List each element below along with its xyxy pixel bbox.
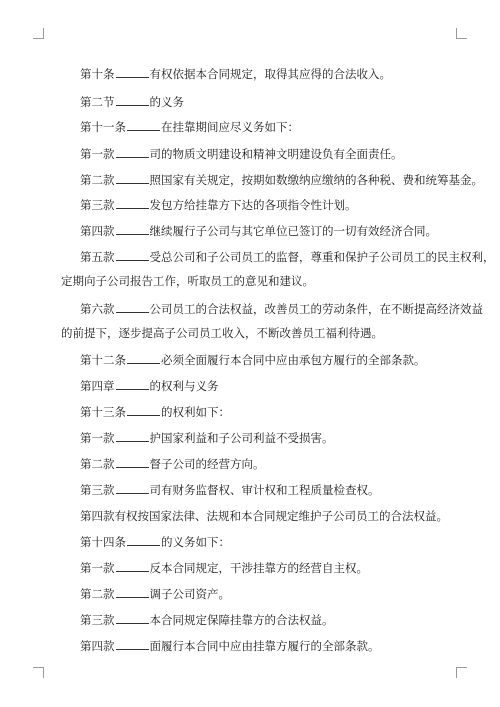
document-line bbox=[80, 509, 460, 523]
document-line bbox=[80, 431, 460, 445]
fill-in-blank bbox=[116, 431, 149, 442]
document-line bbox=[80, 613, 460, 627]
fill-in-blank bbox=[116, 250, 149, 261]
line-text: 定期向子公司报告工作，听取员工的意见和建议。 bbox=[61, 274, 314, 288]
clause-text: 有权依据本合同规定，取得其应得的合法收入。 bbox=[149, 67, 391, 81]
fill-in-blank bbox=[116, 302, 149, 313]
clause-label: 第十条 bbox=[80, 67, 115, 81]
crop-mark-top-right bbox=[456, 28, 467, 39]
fill-in-blank bbox=[116, 198, 149, 209]
fill-in-blank bbox=[116, 173, 149, 184]
fill-in-blank bbox=[116, 95, 149, 106]
fill-in-blank bbox=[127, 535, 160, 546]
document-line bbox=[80, 224, 460, 238]
fill-in-blank bbox=[116, 483, 149, 494]
document-line bbox=[80, 561, 460, 575]
clause-label: 第四章 bbox=[80, 379, 115, 393]
clause-label: 第一款 bbox=[80, 561, 115, 575]
clause-text: 必须全面履行本合同中应由承包方履行的全部条款。 bbox=[161, 353, 426, 367]
fill-in-blank bbox=[127, 353, 160, 364]
document-line bbox=[80, 405, 460, 419]
clause-text: 司的物质文明建设和精神文明建设负有全面责任。 bbox=[149, 147, 403, 161]
document-line bbox=[80, 639, 460, 653]
document-line bbox=[80, 250, 495, 264]
fill-in-blank bbox=[116, 457, 149, 468]
clause-text: 的权利如下： bbox=[161, 405, 230, 419]
clause-label: 第三款 bbox=[80, 198, 115, 212]
fill-in-blank bbox=[116, 613, 149, 624]
line-text: 的前提下，逐步提高子公司员工收入，不断改善员工福利待遇。 bbox=[61, 326, 383, 340]
clause-label: 第六款 bbox=[80, 302, 115, 316]
fill-in-blank bbox=[116, 639, 149, 650]
clause-text: 反本合同规定，干涉挂靠方的经营自主权。 bbox=[149, 561, 368, 575]
crop-mark-bottom-right bbox=[456, 667, 467, 678]
clause-text: 的义务如下： bbox=[161, 535, 230, 549]
clause-label: 第五款 bbox=[80, 250, 115, 264]
fill-in-blank bbox=[116, 67, 149, 78]
fill-in-blank bbox=[127, 405, 160, 416]
fill-in-blank bbox=[116, 224, 149, 235]
clause-label: 第三款 bbox=[80, 613, 115, 627]
document-line bbox=[61, 326, 441, 340]
clause-label: 第二款 bbox=[80, 587, 115, 601]
clause-text: 本合同规定保障挂靠方的合法权益。 bbox=[149, 613, 334, 627]
clause-label: 第一款 bbox=[80, 431, 115, 445]
fill-in-blank bbox=[116, 561, 149, 572]
crop-mark-top-left bbox=[33, 28, 44, 39]
document-line bbox=[80, 95, 460, 109]
clause-label: 第二节 bbox=[80, 95, 115, 109]
document-line bbox=[80, 173, 483, 187]
clause-text: 护国家利益和子公司利益不受损害。 bbox=[149, 431, 334, 445]
clause-text: 司有财务监督权、审计权和工程质量检查权。 bbox=[149, 483, 380, 497]
clause-text: 发包方给挂靠方下达的各项指令性计划。 bbox=[149, 198, 357, 212]
document-line bbox=[80, 120, 460, 134]
fill-in-blank bbox=[116, 587, 149, 598]
clause-label: 第二款 bbox=[80, 457, 115, 471]
fill-in-blank bbox=[116, 379, 149, 390]
clause-label: 第十四条 bbox=[80, 535, 126, 549]
clause-text: 公司员工的合法权益，改善员工的劳动条件，在不断提高经济效益 bbox=[149, 302, 483, 316]
document-line bbox=[80, 587, 460, 601]
clause-text: 在挂靠期间应尽义务如下： bbox=[161, 120, 299, 134]
clause-text: 受总公司和子公司员工的监督，尊重和保护子公司员工的民主权利， bbox=[149, 250, 495, 264]
clause-text: 继续履行子公司与其它单位已签订的一切有效经济合同。 bbox=[149, 224, 437, 238]
document-line bbox=[80, 198, 460, 212]
crop-mark-bottom-left bbox=[33, 667, 44, 678]
clause-text: 督子公司的经营方向。 bbox=[149, 457, 265, 471]
fill-in-blank bbox=[116, 147, 149, 158]
clause-label: 第十三条 bbox=[80, 405, 126, 419]
clause-text: 的义务 bbox=[149, 95, 184, 109]
document-line bbox=[80, 483, 460, 497]
clause-label: 第四款 bbox=[80, 224, 115, 238]
document-line bbox=[80, 67, 460, 81]
document-line bbox=[80, 457, 460, 471]
document-line bbox=[61, 274, 441, 288]
clause-text: 的权利与义务 bbox=[149, 379, 219, 393]
document-line bbox=[80, 535, 460, 549]
clause-text: 面履行本合同中应由挂靠方履行的全部条款。 bbox=[149, 639, 380, 653]
clause-label: 第一款 bbox=[80, 147, 115, 161]
clause-label: 第十二条 bbox=[80, 353, 126, 367]
clause-text: 调子公司资产。 bbox=[149, 587, 230, 601]
clause-label: 第四款 bbox=[80, 639, 115, 653]
document-line bbox=[80, 379, 460, 393]
document-line bbox=[80, 147, 460, 161]
fill-in-blank bbox=[127, 120, 160, 131]
clause-label: 第十一条 bbox=[80, 120, 126, 134]
document-line bbox=[80, 353, 460, 367]
clause-label: 第二款 bbox=[80, 173, 115, 187]
clause-label: 第三款 bbox=[80, 483, 115, 497]
line-text: 第四款有权按国家法律、法规和本合同规定维护子公司员工的合法权益。 bbox=[80, 509, 448, 523]
clause-text: 照国家有关规定，按期如数缴纳应缴纳的各种税、费和统筹基金。 bbox=[149, 173, 483, 187]
document-line bbox=[80, 302, 483, 316]
